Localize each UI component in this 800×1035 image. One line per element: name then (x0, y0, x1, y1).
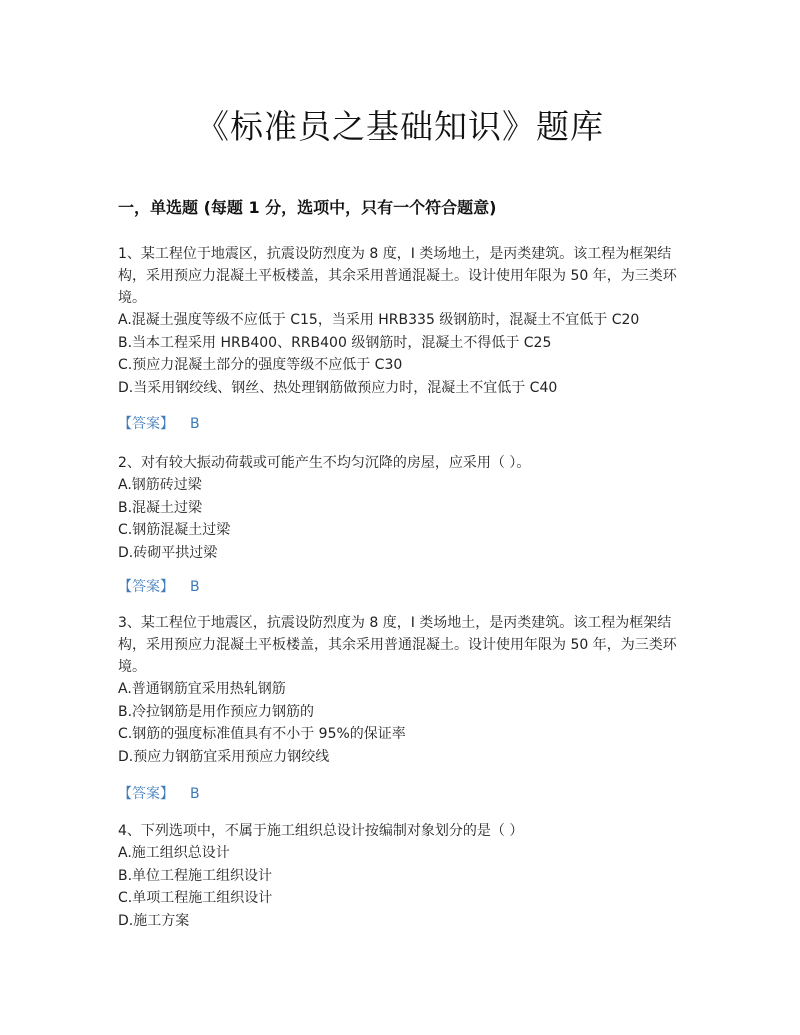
section-heading: 一，单选题 (每题 1 分，选项中，只有一个符合题意) (118, 198, 497, 217)
answer-value: B (190, 416, 200, 432)
answer-label: 【答案】 (118, 416, 174, 432)
option-a: A.混凝土强度等级不应低于 C15，当采用 HRB335 级钢筋时，混凝土不宜低于 C20 (118, 312, 640, 328)
question-stem: 3、某工程位于地震区，抗震设防烈度为 8 度，I 类场地土，是丙类建筑。该工程为框架结构，采用预应力混凝土平板楼盖，其余采用普通混凝土。设计使用年限为 50 年，为三类环境。 (118, 615, 677, 675)
answer-label: 【答案】 (118, 786, 174, 802)
option-a: A.普通钢筋宜采用热轧钢筋 (118, 681, 286, 697)
question-4 (118, 820, 684, 932)
answer-value: B (190, 786, 200, 802)
option-c: C.单项工程施工组织设计 (118, 890, 273, 906)
option-d: D.预应力钢筋宜采用预应力钢绞线 (118, 748, 330, 765)
option-b: B.冷拉钢筋是用作预应力钢筋的 (118, 703, 315, 720)
answer-3 (118, 783, 684, 805)
answer-2 (118, 576, 684, 598)
option-c: C.预应力混凝土部分的强度等级不应低于 C30 (118, 357, 403, 373)
answer-label: 【答案】 (118, 579, 174, 595)
option-b: B.单位工程施工组织设计 (118, 867, 273, 884)
option-c: C.钢筋的强度标准值具有不小于 95%的保证率 (118, 726, 406, 742)
question-stem: 1、某工程位于地震区，抗震设防烈度为 8 度，I 类场地土，是丙类建筑。该工程为框架结构，采用预应力混凝土平板楼盖，其余采用普通混凝土。设计使用年限为 50 年，为三类环境。 (118, 246, 677, 306)
question-1 (118, 243, 684, 399)
question-stem: 4、下列选项中，不属于施工组织总设计按编制对象划分的是（ ） (118, 823, 524, 839)
answer-1 (118, 413, 684, 435)
option-a: A.钢筋砖过梁 (118, 477, 202, 493)
option-d: D.施工方案 (118, 912, 190, 929)
page-title: 《标准员之基础知识》题库 (196, 107, 604, 146)
option-c: C.钢筋混凝土过梁 (118, 522, 231, 538)
question-3 (118, 612, 684, 768)
option-b: B.当本工程采用 HRB400、RRB400 级钢筋时，混凝土不得低于 C25 (118, 334, 552, 351)
option-d: D.当采用钢绞线、钢丝、热处理钢筋做预应力时，混凝土不宜低于 C40 (118, 379, 558, 396)
answer-value: B (190, 579, 200, 595)
question-stem: 2、对有较大振动荷载或可能产生不均匀沉降的房屋，应采用（ ）。 (118, 455, 531, 471)
question-2 (118, 452, 684, 564)
option-b: B.混凝土过梁 (118, 499, 203, 516)
option-d: D.砖砌平拱过梁 (118, 544, 218, 561)
option-a: A.施工组织总设计 (118, 845, 230, 861)
